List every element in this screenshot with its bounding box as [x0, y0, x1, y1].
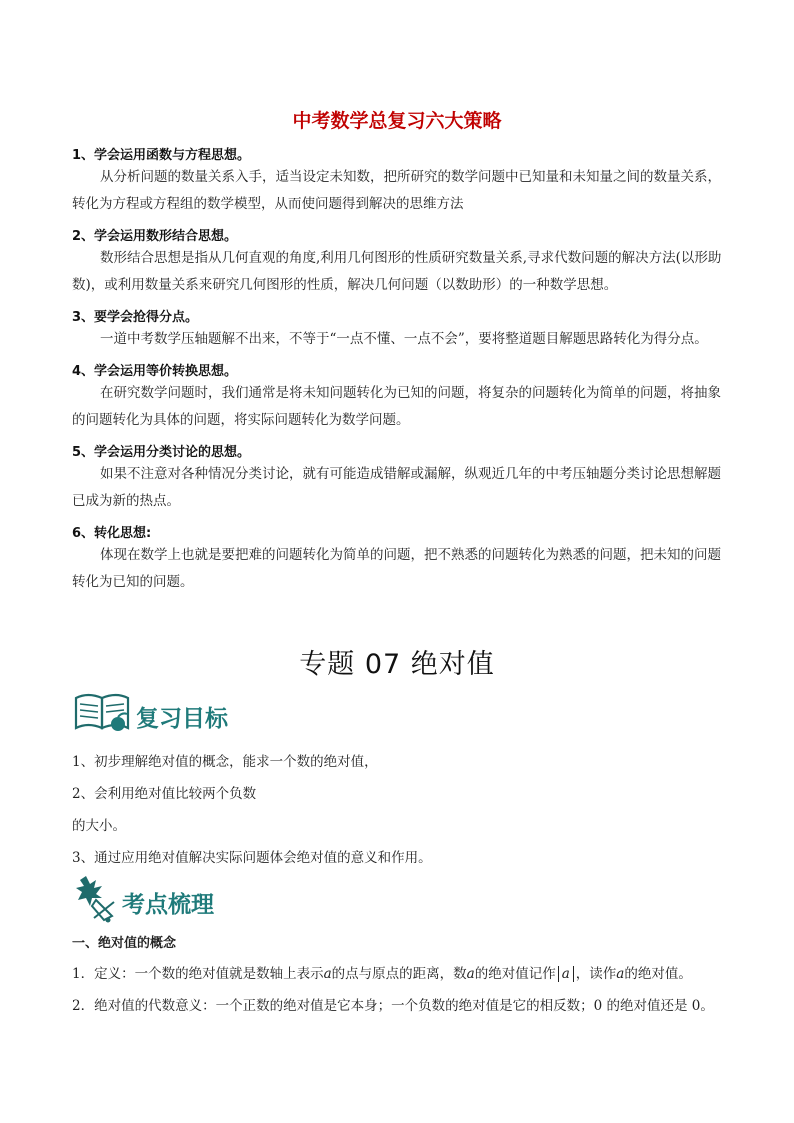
variable-a: a: [616, 966, 625, 982]
review-goals-title: 复习目标: [136, 706, 228, 732]
strategy-4-text: 在研究数学问题时，我们通常是将未知问题转化为已知的问题，将复杂的问题转化为简单的问题，将抽象的问题转化为具体的问题，将实际问题转化为数学问题。: [72, 385, 721, 428]
strategy-3-text: 一道中考数学压轴题解不出来，不等于“一点不懂、一点不会”，要将整道题目解题思路转化为得分点。: [100, 331, 708, 347]
strategy-2-text: 数形结合思想是指从几何直观的角度,利用几何图形的性质研究数量关系,寻求代数问题的解决方法(以形助数)，或利用数量关系来研究几何图形的性质，解决几何问题（以数助形）的一种数学思想。: [72, 250, 722, 293]
key-points-banner: [72, 872, 372, 924]
strategy-5-text: 如果不注意对各种情况分类讨论，就有可能造成错解或漏解，纵观近几年的中考压轴题分类讨论思想解题已成为新的热点。: [72, 466, 721, 509]
strategy-5-heading: 5、学会运用分类讨论的思想。: [72, 445, 251, 460]
concept-heading: 一、绝对值的概念: [72, 936, 177, 951]
goal-item-3: 3、通过应用绝对值解决实际问题体会绝对值的意义和作用。: [72, 850, 432, 866]
strategy-1-heading: 1、学会运用函数与方程思想。: [72, 148, 251, 163]
definition-1-text-e: 的绝对值。: [624, 966, 692, 982]
open-book-icon: [72, 688, 136, 736]
definition-1-text-c: 的绝对值记作: [474, 966, 556, 982]
variable-a: a: [561, 966, 570, 982]
topic-title: 专题 07 绝对值: [299, 649, 495, 680]
absolute-value-notation: [558, 966, 574, 982]
variable-a: a: [466, 966, 475, 982]
goal-item-2: 2、会利用绝对值比较两个负数: [72, 786, 257, 802]
strategy-6-text: 体现在数学上也就是要把难的问题转化为简单的问题，把不熟悉的问题转化为熟悉的问题，把未知的问题转化为已知的问题。: [72, 547, 721, 590]
definition-1-text-b: 的点与原点的距离，数: [331, 966, 467, 982]
strategy-1-text: 从分析问题的数量关系入手，适当设定未知数，把所研究的数学问题中已知量和未知量之间的数量关系，转化为方程或方程组的数学模型，从而使问题得到解决的思维方法: [72, 169, 721, 212]
strategy-3-heading: 3、要学会抢得分点。: [72, 310, 199, 325]
definition-1-text-a: 1．定义：一个数的绝对值就是数轴上表示: [72, 966, 324, 982]
review-goals-banner: [72, 688, 372, 736]
strategy-4-heading: 4、学会运用等价转换思想。: [72, 364, 238, 379]
goal-item-1: 1、初步理解绝对值的概念，能求一个数的绝对值，: [72, 754, 378, 770]
main-title: 中考数学总复习六大策略: [292, 110, 502, 132]
definition-1-text-d: ，读作: [575, 966, 617, 982]
maple-leaf-bell-icon: [72, 872, 124, 924]
goal-item-2-continued: 的大小。: [72, 818, 126, 834]
strategy-2-heading: 2、学会运用数形结合思想。: [72, 229, 238, 244]
definition-1: [72, 962, 732, 982]
key-points-title: 考点梳理: [122, 892, 214, 918]
definition-2: 2．绝对值的代数意义：一个正数的绝对值是它本身；一个负数的绝对值是它的相反数；0 的绝对值还是 0。: [72, 998, 714, 1014]
variable-a: a: [323, 966, 332, 982]
strategy-6-heading: 6、转化思想:: [72, 526, 152, 541]
